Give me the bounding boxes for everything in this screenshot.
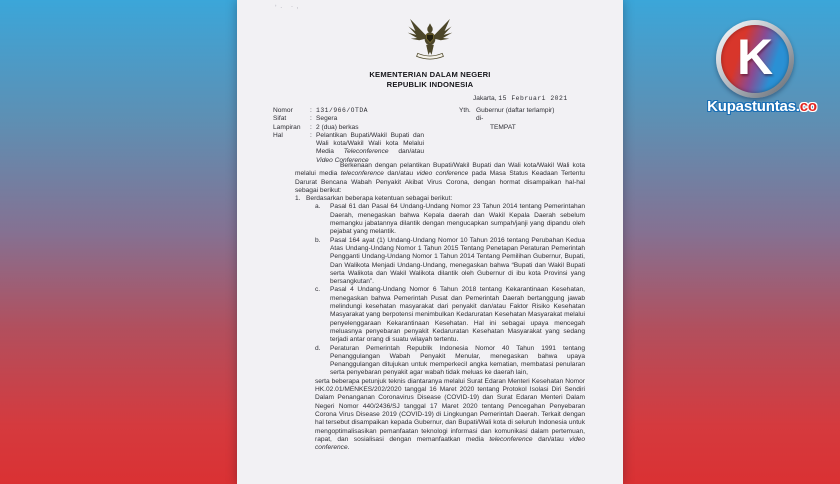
list-intro-row bbox=[295, 195, 585, 203]
colon: : bbox=[310, 115, 312, 123]
list-item bbox=[315, 237, 585, 287]
recipient-di: di- bbox=[476, 115, 484, 123]
list-items bbox=[315, 203, 585, 377]
republic-name: REPUBLIK INDONESIA bbox=[386, 79, 474, 89]
item-marker: b. bbox=[315, 236, 321, 244]
site-name bbox=[706, 98, 818, 115]
sifat-label: Sifat bbox=[273, 115, 287, 123]
meta-row-hal bbox=[273, 132, 424, 165]
letterhead bbox=[237, 70, 623, 89]
lampiran-label: Lampiran bbox=[273, 123, 301, 131]
list-item bbox=[315, 286, 585, 344]
list-item bbox=[315, 345, 585, 378]
list-item bbox=[315, 203, 585, 236]
nomor-label: Nomor bbox=[273, 107, 293, 114]
recipient-place: TEMPAT bbox=[490, 123, 516, 131]
sifat-value: Segera bbox=[316, 115, 338, 123]
list-number: 1. bbox=[295, 195, 301, 203]
meta-row-nomor bbox=[273, 107, 424, 115]
colon: : bbox=[310, 107, 312, 114]
site-name-main: Kupastuntas. bbox=[707, 98, 800, 115]
hal-value: Pelantikan Bupati/Wakil Bupati dan Wali kota/Wakil Wali kota Melalui Media Teleconference dan/atau Video Conference bbox=[316, 131, 424, 164]
ministry-name: KEMENTERIAN DALAM NEGERI bbox=[369, 70, 491, 79]
closing-paragraph: serta beberapa petunjuk teknis diantaranya melalui Surat Edaran Menteri Kesehatan Nomor HK.02.01/MENKES/202/2020 tanggal 16 Maret 2020 tentang Protokol Isolasi Diri Sendiri Dalam Penanganan Coronavirus Disease (COVID-19) dan Surat Edaran Menteri Dalam Negeri Nomor 440/2436/SJ tanggal 17 Maret 2020 tentang Pencegahan Penyebaran Corona Virus Disease 2019 (COVID-19) di Lingkungan Pemerintah Daerah. Terkait dengan hal tersebut disampaikan kepada Gubernur, dan Bupati/Wali kota di seluruh Indonesia untuk mengoptimalisasikan pemanfaatan teknologi informasi dan komunikasi dalam pertemuan, rapat, dan sosialisasi dengan memanfaatkan media teleconference dan/atau video conference. bbox=[315, 377, 585, 452]
meta-row-sifat bbox=[273, 115, 424, 123]
item-marker: c. bbox=[315, 286, 321, 294]
item-marker: a. bbox=[315, 203, 321, 211]
letter-body bbox=[295, 162, 585, 452]
letter-meta bbox=[273, 107, 424, 165]
lampiran-value: 2 (dua) berkas bbox=[316, 123, 359, 131]
meta-row-lampiran bbox=[273, 124, 424, 132]
k-logo-icon: K bbox=[736, 29, 774, 85]
dateline-city: Jakarta, bbox=[473, 95, 497, 102]
dateline-date: 15 Februari 2021 bbox=[498, 95, 568, 102]
item-text: Pasal 4 Undang-Undang Nomor 6 Tahun 2018 tentang Kekarantinaan Kesehatan, menegaskan bahwa Pemerintah Pusat dan Pemerintah Daerah bertanggung jawab melindungi kesehatan masyarakat dari penyakit dan/atau Faktor Risiko Kesehatan Masyarakat yang berpotensi menimbulkan Kedaruratan Kesehatan Masyarakat melalui penyelenggaraan Kekarantinaan Kesehatan. Hal ini sebagai upaya mencegah meluasnya penyebaran penyakit Kedaruratan Kesehatan Masyarakat yang sedang terjadi antar orang di suatu wilayah tertentu. bbox=[330, 286, 585, 344]
opening-paragraph: Berkenaan dengan pelantikan Bupati/Wakil Bupati dan Wali kota/Wakil Wali kota melalui media teleconference dan/atau video conference pada Masa Status Keadaan Tertentu Darurat Bencana Wabah Penyakit Akibat Virus Corona, dengan hormat disampaikan hal-hal sebagai berikut: bbox=[295, 162, 585, 194]
logo-ring bbox=[716, 20, 794, 98]
item-marker: d. bbox=[315, 344, 321, 352]
list-intro-text: Berdasarkan beberapa ketentuan sebagai berikut: bbox=[306, 195, 453, 203]
dateline bbox=[473, 95, 568, 102]
recipient-salutation: Yth. bbox=[459, 107, 471, 114]
colon: : bbox=[310, 123, 312, 131]
paper-smudge: ’· ·‚ bbox=[274, 0, 302, 13]
item-text: Pasal 61 dan Pasal 64 Undang-Undang Nomor 23 Tahun 2014 tentang Pemerintahan Daerah, menegaskan bahwa Kepala daerah dan Wakil Kepala Daerah sebelum memangku jabatannya dilantik dengan mengucapkan sumpah/janji yang dipandu oleh pejabat yang melantik. bbox=[330, 203, 585, 236]
logo-circle bbox=[721, 25, 789, 93]
item-text: Peraturan Pemerintah Republik Indonesia Nomor 40 Tahun 1991 tentang Penanggulangan Wabah Penyakit Menular, menegaskan bahwa upaya Penanggulangan ditujukan untuk memperkecil angka kematian, membatasi penularan serta penyebaran penyakit agar wabah tidak meluas ke daerah lain, bbox=[330, 344, 585, 377]
letter-page bbox=[237, 0, 623, 484]
nomor-value: 131/966/OTDA bbox=[316, 107, 369, 114]
site-name-tld: co bbox=[799, 98, 817, 115]
item-text: Pasal 164 ayat (1) Undang-Undang Nomor 10 Tahun 2016 tentang Perubahan Kedua Atas Undang-Undang Nomor 1 Tahun 2015 Tentang Penetapan Peraturan Pemerintah Pengganti Undang-Undang Nomor 1 Tahun 2014 Tentang Pemilihan Gubernur, Bupati, Dan Walikota Menjadi Undang-Undang, menegaskan bahwa “Bupati dan Wakil Bupati serta Walikota dan Wakil Walikota dilantik oleh Gubernur di ibu kota Provinsi yang bersangkutan”. bbox=[330, 236, 585, 286]
colon: : bbox=[310, 131, 312, 139]
recipient-name: Gubernur (daftar terlampir) bbox=[476, 107, 555, 114]
kupastuntas-watermark bbox=[707, 18, 817, 118]
recipient-block bbox=[459, 107, 554, 132]
hal-label: Hal bbox=[273, 131, 283, 139]
garuda-pancasila-icon bbox=[237, 12, 623, 69]
